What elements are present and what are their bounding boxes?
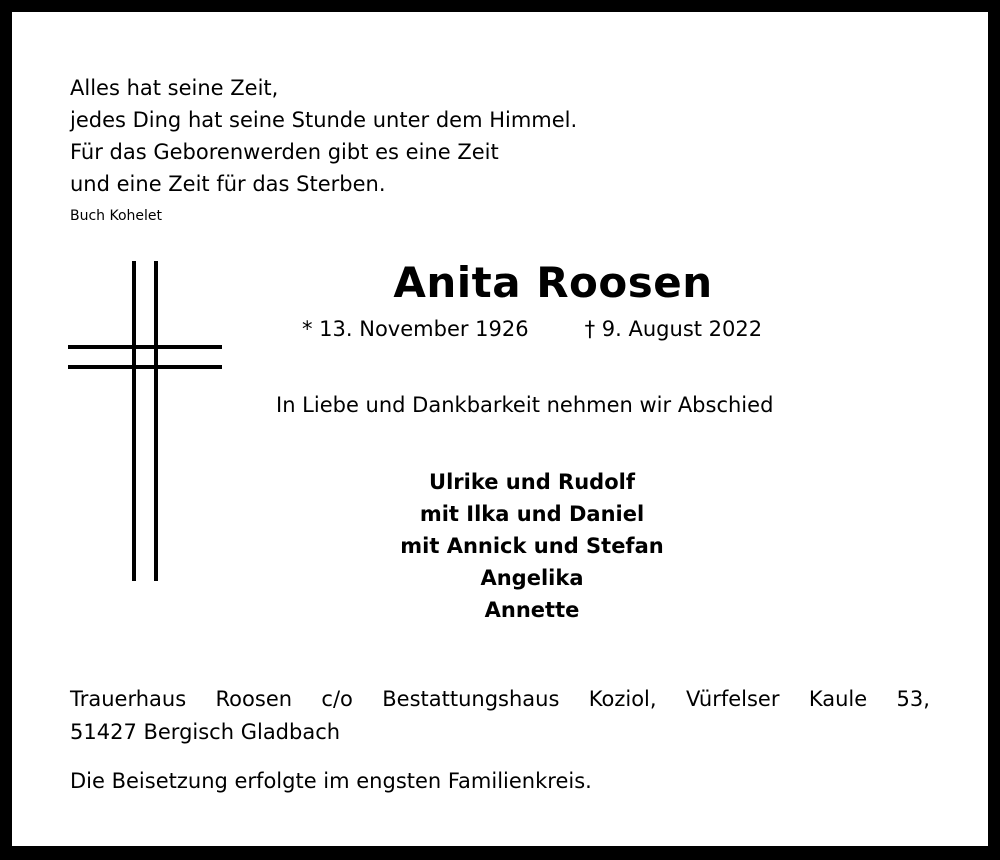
- address-line-1: [70, 683, 930, 716]
- scripture-verse: [70, 72, 577, 200]
- mourner-name: Annette: [484, 598, 580, 622]
- life-dates: [302, 317, 762, 341]
- address-word: Bestattungshaus: [382, 687, 560, 711]
- death-date: † 9. August 2022: [584, 317, 763, 341]
- verse-line: und eine Zeit für das Sterben.: [70, 172, 386, 196]
- deceased-name-text: Anita Roosen: [393, 258, 713, 307]
- mourner-name: Ulrike und Rudolf: [429, 470, 635, 494]
- verse-line: Für das Geborenwerden gibt es eine Zeit: [70, 140, 499, 164]
- verse-line: Alles hat seine Zeit,: [70, 76, 279, 100]
- address-word: 53,: [896, 687, 930, 711]
- mourner-name: mit Ilka und Daniel: [419, 502, 645, 526]
- cross-icon: [68, 261, 222, 581]
- address-word: c/o: [321, 687, 353, 711]
- obituary-card: [12, 12, 988, 846]
- deceased-name: [24, 258, 1000, 307]
- address-word: Kaule: [808, 687, 868, 711]
- address-word: Trauerhaus: [70, 687, 187, 711]
- mourner-name: Angelika: [480, 566, 584, 590]
- verse-source: Buch Kohelet: [70, 208, 163, 224]
- mourners-list: [342, 466, 722, 626]
- birth-date: * 13. November 1926: [302, 317, 529, 341]
- verse-line: jedes Ding hat seine Stunde unter dem Himmel.: [70, 108, 578, 132]
- burial-notice: Die Beisetzung erfolgte im engsten Familienkreis.: [70, 769, 592, 793]
- address-word: Roosen: [215, 687, 293, 711]
- address-word: Koziol,: [588, 687, 657, 711]
- farewell-line: In Liebe und Dankbarkeit nehmen wir Abschied: [276, 393, 774, 417]
- mourner-name: mit Annick und Stefan: [400, 534, 664, 558]
- mourning-house-address: [70, 683, 930, 749]
- address-line-2: 51427 Bergisch Gladbach: [70, 720, 341, 744]
- address-word: Vürfelser: [685, 687, 780, 711]
